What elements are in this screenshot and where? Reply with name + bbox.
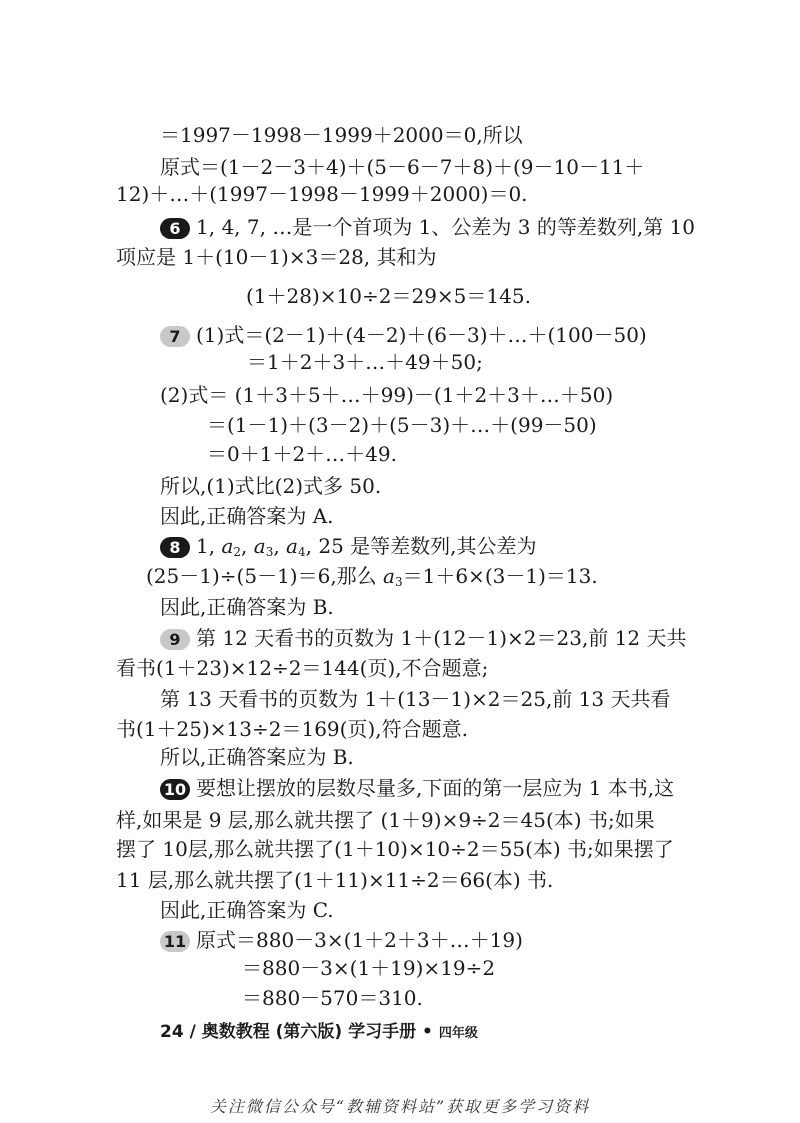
subscript: 3	[265, 545, 274, 559]
text-line: ＝1997－1998－1999＋2000＝0,所以	[160, 123, 523, 147]
question-8-line	[160, 532, 537, 566]
text-line: 样,如果是 9 层,那么就共摆了 (1＋9)×9÷2＝45(本) 书;如果	[116, 808, 655, 832]
question-6-line	[160, 213, 695, 241]
question-11-line	[160, 926, 523, 954]
question-9-line	[160, 624, 686, 652]
text-line	[146, 562, 598, 596]
text-line: 摆了 10层,那么就共摆了(1＋10)×10÷2＝55(本) 书;如果摆了	[116, 837, 674, 861]
text-line: ＝0＋1＋2＋…＋49.	[207, 442, 397, 466]
page-footer	[160, 1020, 478, 1046]
text-line: 所以,(1)式比(2)式多 50.	[160, 474, 382, 498]
question-7-line	[160, 321, 647, 349]
watermark-text: 关注微信公众号“教辅资料站”获取更多学习资料	[209, 1097, 591, 1116]
question-number-badge: 7	[160, 326, 190, 347]
text-line: 原式＝(1－2－3＋4)＋(5－6－7＋8)＋(9－10－11＋	[160, 155, 645, 179]
subscript: 3	[394, 575, 403, 589]
variable: a	[221, 534, 234, 558]
question-number-badge: 11	[160, 931, 190, 952]
variable: a	[253, 534, 266, 558]
text-line: 12)＋…＋(1997－1998－1999＋2000)＝0.	[116, 182, 528, 206]
text-line: 所以,正确答案应为 B.	[160, 745, 354, 769]
text-line: 书(1＋25)×13÷2＝169(页),符合题意.	[116, 717, 468, 741]
text-line: 项应是 1＋(10－1)×3＝28, 其和为	[116, 245, 437, 269]
book-title: 奥数教程 (第六版) 学习手册	[201, 1022, 417, 1042]
footer-separator: /	[189, 1022, 196, 1042]
page-number: 24	[160, 1022, 184, 1042]
text-line: 因此,正确答案为 C.	[160, 898, 334, 922]
text-line: (2)式＝ (1＋3＋5＋…＋99)－(1＋2＋3＋…＋50)	[160, 383, 614, 407]
formula-line: (1＋28)×10÷2＝29×5＝145.	[246, 284, 531, 308]
text-span: 1,	[196, 534, 222, 558]
text-span: 要想让摆放的层数尽量多,下面的第一层应为 1 本书,这	[196, 776, 675, 800]
text-span: 第 12 天看书的页数为 1＋(12－1)×2＝23,前 12 天共	[196, 626, 687, 650]
text-span: , 25 是等差数列,其公差为	[305, 534, 537, 558]
subscript: 4	[297, 545, 306, 559]
text-line: 11 层,那么就共摆了(1＋11)×11÷2＝66(本) 书.	[116, 868, 554, 892]
text-line: 因此,正确答案为 A.	[160, 504, 334, 528]
grade-label: 四年级	[438, 1026, 478, 1041]
text-line: 第 13 天看书的页数为 1＋(13－1)×2＝25,前 13 天共看	[160, 687, 671, 711]
text-line: 因此,正确答案为 B.	[160, 595, 334, 619]
text-span: (1)式＝(2－1)＋(4－2)＋(6－3)＋…＋(100－50)	[196, 323, 647, 347]
text-span: ＝1＋6×(3－1)＝13.	[402, 564, 598, 588]
text-line: ＝1＋2＋3＋…＋49＋50;	[247, 350, 483, 374]
text-span: (25－1)÷(5－1)＝6,那么	[146, 564, 384, 588]
question-number-badge: 8	[160, 537, 190, 558]
text-line: 看书(1＋23)×12÷2＝144(页),不合题意;	[116, 656, 489, 680]
question-10-line	[160, 774, 674, 802]
text-span: ,	[241, 534, 254, 558]
text-span: 原式＝880－3×(1＋2＋3＋…＋19)	[196, 928, 523, 952]
variable: a	[286, 534, 298, 558]
question-number-badge: 9	[160, 629, 190, 650]
variable: a	[383, 564, 395, 588]
text-span: ,	[273, 534, 287, 558]
footer-dot: •	[422, 1022, 433, 1042]
text-span: 1, 4, 7, …是一个首项为 1、公差为 3 的等差数列,第 10	[196, 215, 696, 239]
text-line: ＝880－570＝310.	[242, 986, 423, 1010]
text-line: ＝(1－1)＋(3－2)＋(5－3)＋…＋(99－50)	[207, 413, 597, 437]
question-number-badge: 10	[160, 779, 190, 800]
question-number-badge: 6	[160, 218, 190, 239]
subscript: 2	[233, 545, 242, 559]
text-line: ＝880－3×(1＋19)×19÷2	[242, 956, 496, 980]
